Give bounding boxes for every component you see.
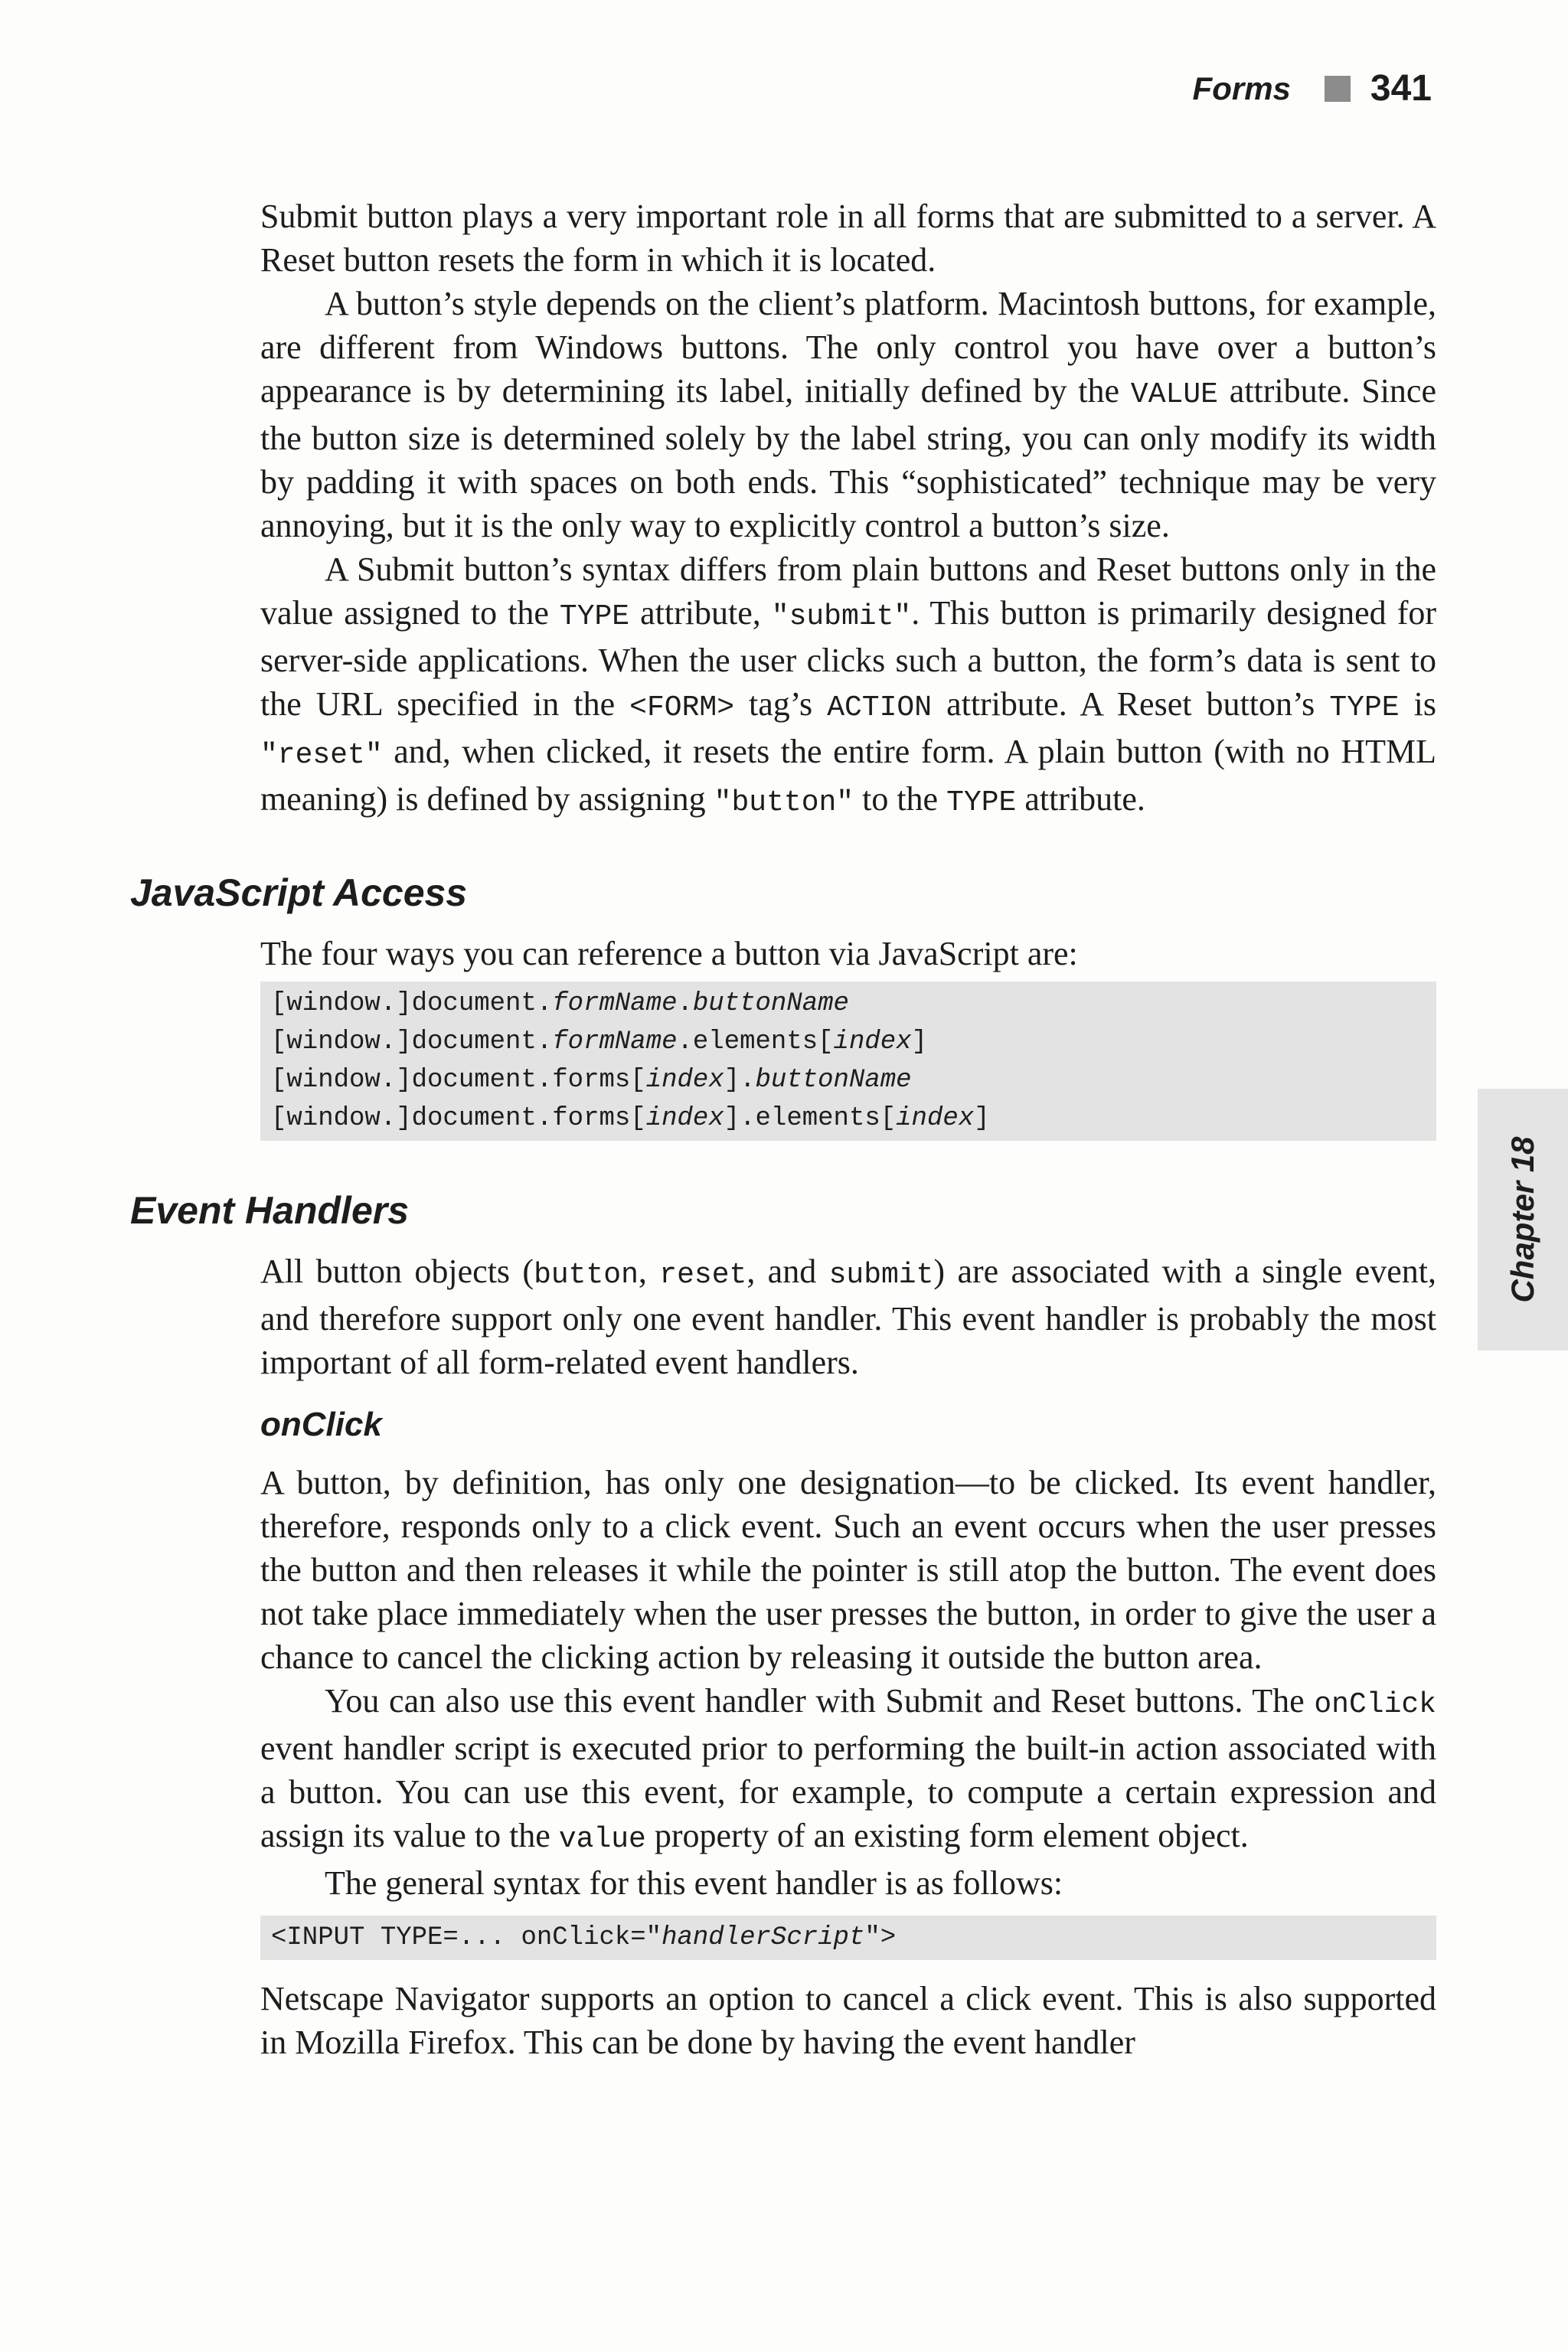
code-line: [window.]document.formName.elements[index] xyxy=(271,1027,927,1057)
inline-code: TYPE xyxy=(946,786,1017,819)
paragraph-event-handlers: All button objects (button, reset, and submit) are associated with a single event, and therefore support only one event handler. This event handler is probably the most important of all form-related event handlers. xyxy=(260,1253,1436,1381)
code-block-references xyxy=(260,982,1436,1141)
code-line: [window.]document.forms[index].elements[index] xyxy=(271,1104,990,1133)
subheading-onclick: onClick xyxy=(260,1406,382,1443)
inline-code: TYPE xyxy=(559,600,630,633)
inline-code: TYPE xyxy=(1329,691,1400,724)
paragraph-intro-2: A button’s style depends on the client’s platform. Macintosh buttons, for example, are different from Windows buttons. The only control you have over a button’s appearance is by determining its label, initially defined by the VALUE attribute. Since the button size is determined solely by the label string, you can only modify its width by padding it with spaces on both ends. This “sophisticated” technique may be very annoying, but it is the only way to explicitly control a button’s size. xyxy=(260,285,1436,544)
page-body xyxy=(130,194,1437,2064)
paragraph-intro-3: A Submit button’s syntax differs from plain buttons and Reset buttons only in the value assigned to the TYPE attribute, "submit". This button is primarily designed for server-side applications. When the user clicks such a button, the form’s data is sent to the URL specified in the <FORM> tag’s ACTION attribute. A Reset button’s TYPE is "reset" and, when clicked, it resets the entire form. A plain button (with no HTML meaning) is defined by assigning "button" to the TYPE attribute. xyxy=(260,550,1437,819)
heading-event-handlers: Event Handlers xyxy=(130,1189,410,1232)
inline-code: onClick xyxy=(1314,1688,1436,1721)
chapter-tab-label: Chapter 18 xyxy=(1504,1136,1540,1303)
inline-code: reset xyxy=(659,1259,747,1292)
section-title: Forms xyxy=(1192,70,1291,106)
paragraph-js-access: The four ways you can reference a button via JavaScript are: xyxy=(260,935,1078,972)
inline-code: submit xyxy=(828,1259,934,1292)
header-square-ornament xyxy=(1325,76,1351,102)
paragraph-onclick-4: Netscape Navigator supports an option to cancel a click event. This is also supported in Mozilla Firefox. This can be done by having the event handler xyxy=(260,1980,1436,2061)
running-head xyxy=(1193,67,1432,109)
inline-code: <FORM> xyxy=(629,691,734,724)
heading-javascript-access: JavaScript Access xyxy=(130,871,468,914)
paragraph-onclick-2: You can also use this event handler with Submit and Reset buttons. The onClick event handler script is executed prior to performing the built-in action associated with a button. You can use this event, for example, to compute a certain expression and assign its value to the value property of an existing form element object. xyxy=(260,1682,1436,1856)
inline-code: "reset" xyxy=(260,739,383,772)
inline-code: button xyxy=(534,1259,639,1292)
chapter-tab xyxy=(1478,1089,1568,1351)
inline-code: ACTION xyxy=(827,691,933,724)
inline-code: "submit" xyxy=(771,600,912,633)
paragraph-onclick-3: The general syntax for this event handler is as follows: xyxy=(325,1864,1063,1902)
inline-code: value xyxy=(558,1823,646,1856)
code-block-syntax xyxy=(260,1916,1436,1960)
code-line: [window.]document.formName.buttonName xyxy=(271,989,849,1018)
paragraph-intro-1: Submit button plays a very important role in all forms that are submitted to a server. A Reset button resets the form in which it is located. xyxy=(260,198,1436,279)
code-line: [window.]document.forms[index].buttonName xyxy=(271,1066,912,1095)
inline-code: "button" xyxy=(714,786,854,819)
inline-code: VALUE xyxy=(1130,378,1218,411)
page-number: 341 xyxy=(1370,68,1432,109)
code-line: <INPUT TYPE=... onClick="handlerScript"> xyxy=(271,1923,897,1952)
paragraph-onclick-1: A button, by definition, has only one designation—to be clicked. Its event handler, therefore, responds only to a click event. Such an event occurs when the user presses the button and then releases it while the pointer is still atop the button. The event does not take place immediately when the user presses the button, in order to give the user a chance to cancel the clicking action by releasing it outside the button area. xyxy=(260,1464,1436,1676)
